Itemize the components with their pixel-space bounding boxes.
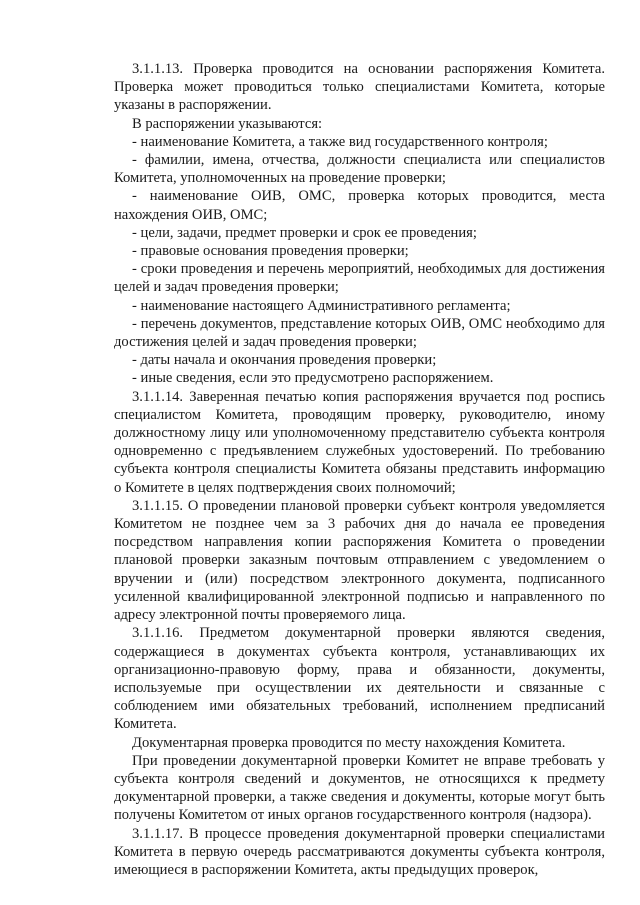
list-item-regulation-name: - наименование настоящего Административного регламента; — [132, 297, 511, 314]
paragraph-3-1-1-13: 3.1.1.13. Проверка проводится на основании распоряжения Комитета. Проверка может проводиться только специалистами Комитета, которые указаны в распоряжении. — [114, 61, 605, 114]
paragraph-order-contents-intro: В распоряжении указываются: — [132, 115, 323, 132]
list-item-goals: - цели, задачи, предмет проверки и срок ее проведения; — [132, 224, 477, 241]
list-item-legal-grounds: - правовые основания проведения проверки; — [132, 243, 409, 260]
paragraph-3-1-1-17: 3.1.1.17. В процессе проведения документарной проверки специалистами Комитета в первую очередь рассматриваются документы субъекта контроля, имеющиеся в распоряжении Комитета, акты предыдущих проверок, — [114, 825, 605, 878]
list-item-documents-list: - перечень документов, представление которых ОИВ, ОМС необходимо для достижения целей и задач проведения проверки; — [114, 315, 605, 351]
list-item-specialists: - фамилии, имена, отчества, должности специалиста или специалистов Комитета, уполномоченных на проведение проверки; — [114, 152, 605, 187]
document-body — [114, 60, 605, 879]
list-item-dates: - даты начала и окончания проведения проверки; — [132, 352, 437, 369]
list-item-other-info: - иные сведения, если это предусмотрено распоряжением. — [132, 370, 494, 387]
list-item-terms-measures: - сроки проведения и перечень мероприятий, необходимых для достижения целей и задач проведения проверки; — [114, 261, 605, 296]
list-item-committee-name: - наименование Комитета, а также вид государственного контроля; — [132, 133, 548, 150]
paragraph-documentary-check-location: Документарная проверка проводится по месту нахождения Комитета. — [132, 734, 566, 751]
paragraph-3-1-1-16: 3.1.1.16. Предметом документарной проверки являются сведения, содержащиеся в документах субъекта контроля, устанавливающих их организационно-правовую форму, права и обязанности, документы, используемые при осуществлении их деятельности и связанные с соблюдением ими обязательных требований, исполнением предписаний Комитета. — [114, 625, 605, 733]
paragraph-documentary-check-restrictions: При проведении документарной проверки Комитет не вправе требовать у субъекта контроля сведений и документов, не относящихся к предмету документарной проверки, а также сведения и документы, которые могут быть получены Комитетом от иных органов государственного контроля (надзора). — [114, 752, 605, 824]
list-item-inspected-bodies: - наименование ОИВ, ОМС, проверка которых проводится, места нахождения ОИВ, ОМС; — [114, 188, 605, 223]
paragraph-3-1-1-15: 3.1.1.15. О проведении плановой проверки субъект контроля уведомляется Комитетом не позднее чем за 3 рабочих дня до начала ее проведения посредством направления копии распоряжения Комитета о проведении плановой проверки заказным почтовым отправлением с уведомлением о вручении и (или) посредством электронного документа, подписанного усиленной квалифицированной электронной подписью и направленного по адресу электронной почты проверяемого лица. — [114, 497, 605, 624]
paragraph-3-1-1-14: 3.1.1.14. Заверенная печатью копия распоряжения вручается под роспись специалистом Комитета, проводящим проверку, руководителю, иному должностному лицу или уполномоченному представителю субъекта контроля одновременно с предъявлением служебных удостоверений. По требованию субъекта контроля специалисты Комитета обязаны представить информацию о Комитете в целях подтверждения своих полномочий; — [114, 388, 605, 496]
